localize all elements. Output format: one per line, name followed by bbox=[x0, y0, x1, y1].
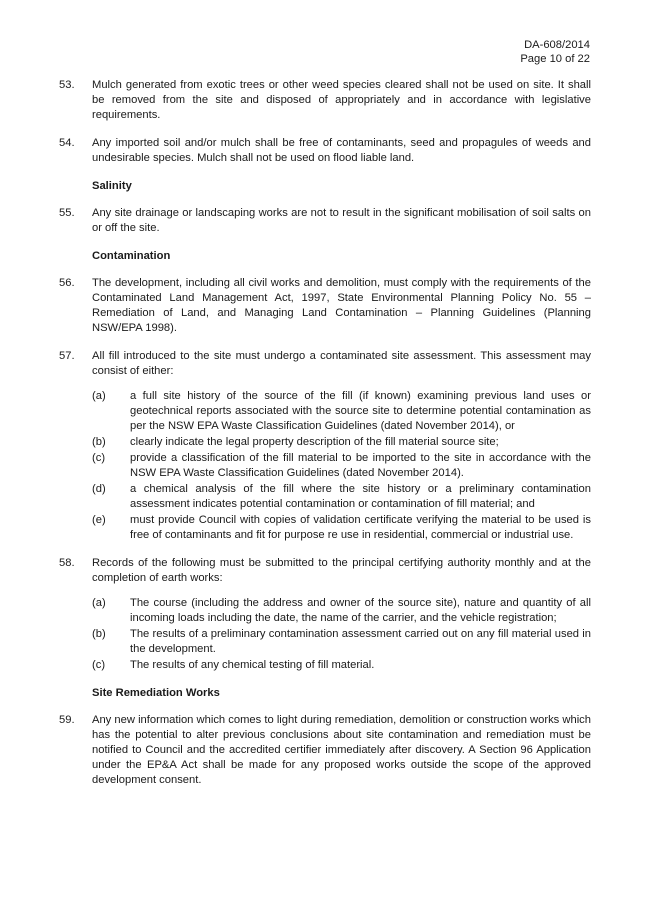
sub-item-text: The course (including the address and owner of the source site), nature and quantity of all incoming loads including the date, the name of the carrier, and the vehicle registration; bbox=[130, 597, 591, 624]
condition-text: All fill introduced to the site must undergo a contaminated site assessment. This assessment may consist of either: bbox=[92, 350, 591, 377]
condition-text: Mulch generated from exotic trees or other weed species cleared shall not be used on site. It shall be removed from the site and disposed of appropriately and in accordance with legislative requirements. bbox=[92, 79, 591, 121]
sub-item-list bbox=[92, 596, 591, 673]
condition-text: The development, including all civil works and demolition, must comply with the requirements of the Contaminated Land Management Act, 1997, State Environmental Planning Policy No. 55 – Remediation of Land, and Managing Land Contamination – Planning Guidelines (Planning NSW/EPA 1998). bbox=[92, 277, 591, 334]
section-heading-salinity: Salinity bbox=[92, 180, 132, 192]
condition-number: 53. bbox=[59, 79, 75, 91]
sub-item-label: (c) bbox=[92, 659, 106, 671]
sub-item bbox=[92, 482, 591, 512]
condition-text: Records of the following must be submitted to the principal certifying authority monthly and at the completion of earth works: bbox=[92, 557, 591, 584]
sub-item bbox=[92, 627, 591, 657]
condition-number: 59. bbox=[59, 714, 75, 726]
section-heading-site-remediation-works: Site Remediation Works bbox=[92, 687, 220, 699]
condition-number: 58. bbox=[59, 557, 75, 569]
condition-text: Any imported soil and/or mulch shall be free of contaminants, seed and propagules of weeds and undesirable species. Mulch shall not be used on flood liable land. bbox=[92, 137, 591, 164]
condition-59 bbox=[59, 713, 591, 788]
condition-54 bbox=[59, 136, 591, 166]
conditions-list bbox=[59, 78, 591, 801]
sub-item bbox=[92, 658, 591, 673]
condition-57 bbox=[59, 349, 591, 543]
condition-53 bbox=[59, 78, 591, 123]
condition-text: Any new information which comes to light during remediation, demolition or construction works which has the potential to alter previous conclusions about site contamination and remediation must be notified to Council and the accredited certifier immediately after discovery. A Section 96 Application under the EP&A Act shall be made for any proposed works outside the scope of the approved development consent. bbox=[92, 714, 591, 786]
sub-item bbox=[92, 596, 591, 626]
sub-item-label: (c) bbox=[92, 452, 106, 464]
sub-item-label: (d) bbox=[92, 483, 106, 495]
sub-item bbox=[92, 389, 591, 434]
sub-item-text: The results of any chemical testing of fill material. bbox=[130, 659, 375, 671]
condition-number: 56. bbox=[59, 277, 75, 289]
sub-item-label: (a) bbox=[92, 390, 106, 402]
sub-item-label: (b) bbox=[92, 628, 106, 640]
sub-item-text: must provide Council with copies of validation certificate verifying the material to be used is free of contaminants and fit for purpose re use in residential, commercial or industrial use. bbox=[130, 514, 591, 541]
condition-number: 54. bbox=[59, 137, 75, 149]
sub-item bbox=[92, 451, 591, 481]
sub-item-text: The results of a preliminary contamination assessment carried out on any fill material used in the development. bbox=[130, 628, 591, 655]
sub-item-label: (e) bbox=[92, 514, 106, 526]
sub-item-text: a full site history of the source of the fill (if known) examining previous land uses or geotechnical reports associated with the source site to determine potential contamination as per the NSW EPA Waste Classification Guidelines (dated November 2014), or bbox=[130, 390, 591, 432]
page-number: Page 10 of 22 bbox=[520, 53, 590, 65]
sub-item-list bbox=[92, 389, 591, 543]
sub-item-label: (a) bbox=[92, 597, 106, 609]
condition-text: Any site drainage or landscaping works are not to result in the significant mobilisation of soil salts on or off the site. bbox=[92, 207, 591, 234]
condition-55 bbox=[59, 206, 591, 236]
condition-number: 55. bbox=[59, 207, 75, 219]
condition-58 bbox=[59, 556, 591, 673]
sub-item-text: clearly indicate the legal property description of the fill material source site; bbox=[130, 436, 499, 448]
sub-item-label: (b) bbox=[92, 436, 106, 448]
reference-number: DA-608/2014 bbox=[524, 39, 590, 51]
section-heading-contamination: Contamination bbox=[92, 250, 171, 262]
sub-item-text: a chemical analysis of the fill where the site history or a preliminary contamination assessment indicates potential contamination or contamination of fill material; and bbox=[130, 483, 591, 510]
page-header bbox=[520, 38, 590, 66]
sub-item-text: provide a classification of the fill material to be imported to the site in accordance with the NSW EPA Waste Classification Guidelines (dated November 2014). bbox=[130, 452, 591, 479]
sub-item bbox=[92, 435, 591, 450]
condition-number: 57. bbox=[59, 350, 75, 362]
sub-item bbox=[92, 513, 591, 543]
condition-56 bbox=[59, 276, 591, 336]
